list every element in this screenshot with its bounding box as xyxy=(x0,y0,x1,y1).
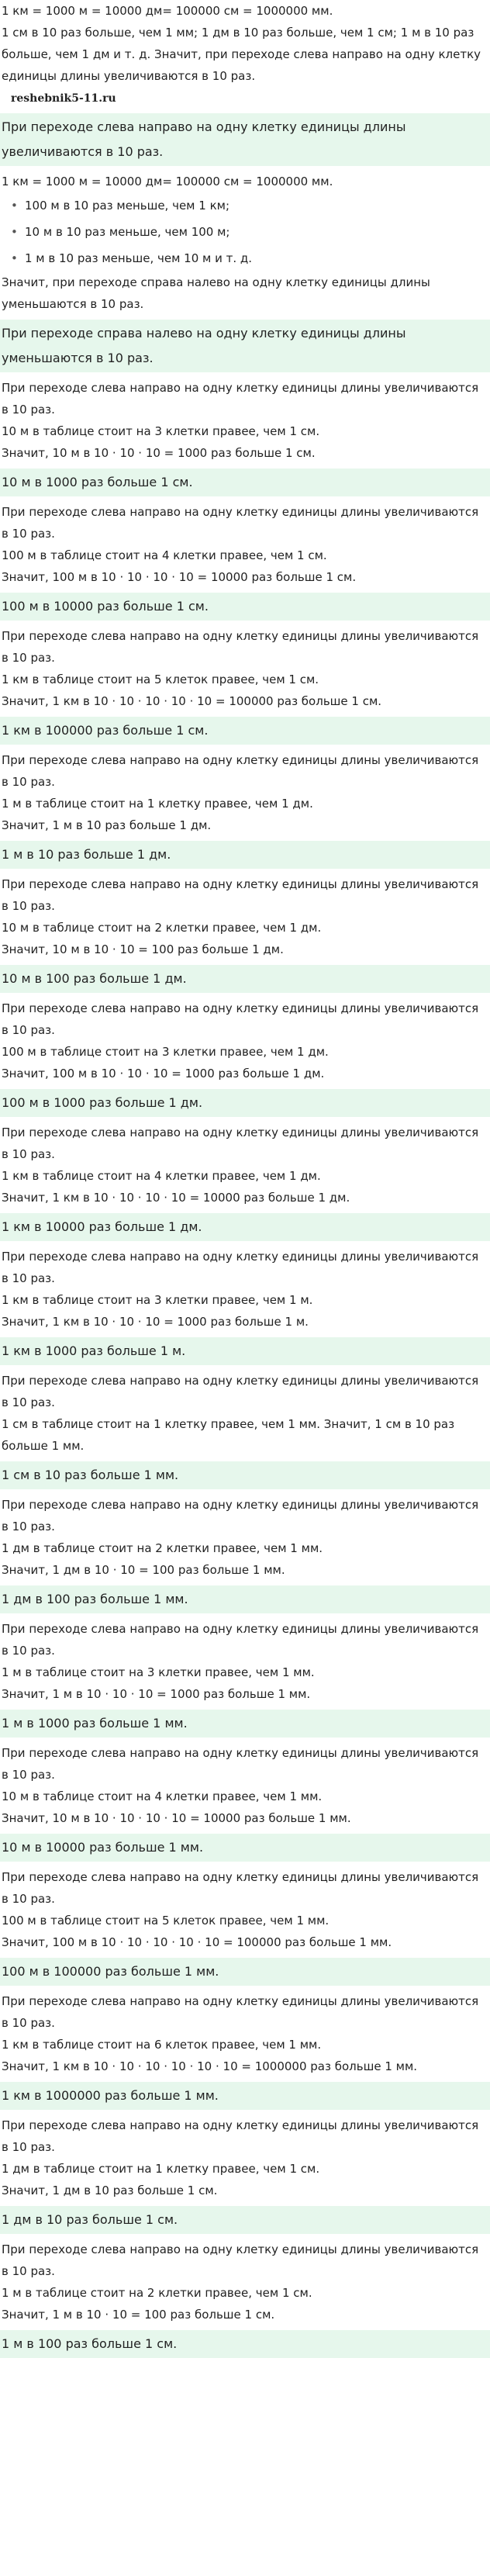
highlighted-conclusion: 1 км в 100000 раз больше 1 см. xyxy=(0,717,490,745)
paragraph: Значит, 1 км в 10 · 10 · 10 = 1000 раз больше 1 м. xyxy=(2,1315,309,1329)
highlighted-conclusion: 1 см в 10 раз больше 1 мм. xyxy=(0,1461,490,1489)
highlighted-conclusion: 1 км в 1000000 раз больше 1 мм. xyxy=(0,2082,490,2110)
paragraph: Значит, 1 м в 10 · 10 = 100 раз больше 1 см. xyxy=(2,2308,275,2322)
highlighted-conclusion: 1 м в 10 раз больше 1 дм. xyxy=(0,841,490,869)
highlighted-conclusion: 1 км в 10000 раз больше 1 дм. xyxy=(0,1213,490,1241)
paragraph: 1 км = 1000 м = 10000 дм= 100000 см = 1000000 мм. xyxy=(2,4,333,18)
paragraph: При переходе слева направо на одну клетку единицы длины увеличиваются в 10 раз. xyxy=(2,1250,479,1285)
paragraph: 1 км в таблице стоит на 5 клеток правее, чем 1 см. xyxy=(2,673,319,686)
paragraph: При переходе слева направо на одну клетку единицы длины увеличиваются в 10 раз. xyxy=(2,1125,479,1161)
paragraph: 100 м в таблице стоит на 3 клетки правее, чем 1 дм. xyxy=(2,1045,329,1059)
paragraph: При переходе слева направо на одну клетку единицы длины увеличиваются в 10 раз. xyxy=(2,381,479,417)
paragraph: Значит, 1 м в 10 раз больше 1 дм. xyxy=(2,818,212,832)
paragraph: 10 м в таблице стоит на 2 клетки правее, чем 1 дм. xyxy=(2,921,322,935)
paragraph: Значит, 1 дм в 10 раз больше 1 см. xyxy=(2,2184,218,2197)
watermark: reshebnik5-11.ru xyxy=(11,92,116,105)
paragraph: При переходе слева направо на одну клетку единицы длины увеличиваются в 10 раз. xyxy=(2,2118,479,2154)
paragraph: 1 км в таблице стоит на 6 клеток правее, чем 1 мм. xyxy=(2,2038,322,2052)
paragraph: При переходе слева направо на одну клетку единицы длины увеличиваются в 10 раз. xyxy=(2,1374,479,1409)
highlighted-conclusion: 10 м в 1000 раз больше 1 см. xyxy=(0,469,490,496)
paragraph: 1 см в 10 раз больше, чем 1 мм; 1 дм в 10 раз больше, чем 1 см; 1 м в 10 раз больше, чем 1 дм и т. д. Значит, при переходе слева направо на одну клетку единицы длины увеличиваются в 10 раз. xyxy=(2,26,481,83)
highlighted-conclusion: 100 м в 100000 раз больше 1 мм. xyxy=(0,1958,490,1986)
bullet-item: • 10 м в 10 раз меньше, чем 100 м; xyxy=(11,219,490,245)
paragraph: Значит, 1 дм в 10 · 10 = 100 раз больше 1 мм. xyxy=(2,1563,285,1577)
paragraph: При переходе слева направо на одну клетку единицы длины увеличиваются в 10 раз. xyxy=(2,505,479,541)
paragraph: При переходе слева направо на одну клетку единицы длины увеличиваются в 10 раз. xyxy=(2,1746,479,1782)
highlighted-conclusion: При переходе справа налево на одну клетку единицы длины уменьшаются в 10 раз. xyxy=(0,320,490,372)
paragraph: 10 м в таблице стоит на 3 клетки правее, чем 1 см. xyxy=(2,424,320,438)
paragraph: Значит, 10 м в 10 · 10 · 10 · 10 = 10000 раз больше 1 мм. xyxy=(2,1811,351,1825)
highlighted-conclusion: 1 м в 1000 раз больше 1 мм. xyxy=(0,1710,490,1738)
paragraph: 1 м в таблице стоит на 2 клетки правее, чем 1 см. xyxy=(2,2286,312,2300)
paragraph: 100 м в таблице стоит на 5 клеток правее, чем 1 мм. xyxy=(2,1914,330,1928)
paragraph: 10 м в таблице стоит на 4 клетки правее, чем 1 мм. xyxy=(2,1789,323,1803)
paragraph: При переходе слева направо на одну клетку единицы длины увеличиваются в 10 раз. xyxy=(2,1498,479,1533)
paragraph: 1 дм в таблице стоит на 2 клетки правее, чем 1 мм. xyxy=(2,1541,323,1555)
paragraph: При переходе слева направо на одну клетку единицы длины увеличиваются в 10 раз. xyxy=(2,1994,479,2030)
paragraph: Значит, 1 км в 10 · 10 · 10 · 10 = 10000 раз больше 1 дм. xyxy=(2,1191,350,1205)
paragraph: Значит, 10 м в 10 · 10 · 10 = 1000 раз больше 1 см. xyxy=(2,446,316,460)
paragraph: При переходе слева направо на одну клетку единицы длины увеличиваются в 10 раз. xyxy=(2,1622,479,1658)
paragraph: 1 м в таблице стоит на 1 клетку правее, чем 1 дм. xyxy=(2,797,313,811)
paragraph: Значит, 10 м в 10 · 10 = 100 раз больше 1 дм. xyxy=(2,942,284,956)
highlighted-conclusion: 1 дм в 100 раз больше 1 мм. xyxy=(0,1585,490,1613)
paragraph: При переходе слева направо на одну клетку единицы длины увеличиваются в 10 раз. xyxy=(2,629,479,665)
paragraph: При переходе слева направо на одну клетку единицы длины увеличиваются в 10 раз. xyxy=(2,1870,479,1906)
paragraph: Значит, 1 км в 10 · 10 · 10 · 10 · 10 · 10 = 1000000 раз больше 1 мм. xyxy=(2,2059,418,2073)
paragraph: 1 дм в таблице стоит на 1 клетку правее, чем 1 см. xyxy=(2,2162,320,2176)
paragraph: 1 км в таблице стоит на 3 клетки правее, чем 1 м. xyxy=(2,1293,313,1307)
paragraph: Значит, при переходе справа налево на одну клетку единицы длины уменьшаются в 10 раз. xyxy=(2,275,430,311)
highlighted-conclusion: 1 м в 100 раз больше 1 см. xyxy=(0,2330,490,2358)
highlighted-conclusion: При переходе слева направо на одну клетку единицы длины увеличиваются в 10 раз. xyxy=(0,113,490,166)
paragraph: При переходе слева направо на одну клетку единицы длины увеличиваются в 10 раз. xyxy=(2,2242,479,2278)
highlighted-conclusion: 100 м в 1000 раз больше 1 дм. xyxy=(0,1089,490,1117)
highlighted-conclusion: 1 км в 1000 раз больше 1 м. xyxy=(0,1337,490,1365)
highlighted-conclusion: 10 м в 10000 раз больше 1 мм. xyxy=(0,1834,490,1862)
paragraph: При переходе слева направо на одну клетку единицы длины увеличиваются в 10 раз. xyxy=(2,1001,479,1037)
paragraph: 1 км в таблице стоит на 4 клетки правее, чем 1 дм. xyxy=(2,1169,321,1183)
highlighted-conclusion: 10 м в 100 раз больше 1 дм. xyxy=(0,965,490,993)
paragraph: Значит, 1 м в 10 · 10 · 10 = 1000 раз больше 1 мм. xyxy=(2,1687,311,1701)
highlighted-conclusion: 100 м в 10000 раз больше 1 см. xyxy=(0,593,490,621)
paragraph: При переходе слева направо на одну клетку единицы длины увеличиваются в 10 раз. xyxy=(2,753,479,789)
bullet-item: • 100 м в 10 раз меньше, чем 1 км; xyxy=(11,192,490,219)
paragraph: Значит, 100 м в 10 · 10 · 10 · 10 = 10000 раз больше 1 см. xyxy=(2,570,357,584)
paragraph: 1 км = 1000 м = 10000 дм= 100000 см = 1000000 мм. xyxy=(2,175,333,188)
paragraph: При переходе слева направо на одну клетку единицы длины увеличиваются в 10 раз. xyxy=(2,877,479,913)
highlighted-conclusion: 1 дм в 10 раз больше 1 см. xyxy=(0,2206,490,2234)
paragraph: Значит, 100 м в 10 · 10 · 10 = 1000 раз больше 1 дм. xyxy=(2,1067,325,1081)
bullet-item: • 1 м в 10 раз меньше, чем 10 м и т. д. xyxy=(11,245,490,271)
paragraph: Значит, 1 км в 10 · 10 · 10 · 10 · 10 = 100000 раз больше 1 см. xyxy=(2,694,382,708)
paragraph: Значит, 100 м в 10 · 10 · 10 · 10 · 10 = 100000 раз больше 1 мм. xyxy=(2,1935,392,1949)
watermark-row xyxy=(0,87,490,109)
bullet-list xyxy=(0,192,490,271)
paragraph: 100 м в таблице стоит на 4 клетки правее, чем 1 см. xyxy=(2,548,327,562)
paragraph: 1 м в таблице стоит на 3 клетки правее, чем 1 мм. xyxy=(2,1665,315,1679)
paragraph: 1 см в таблице стоит на 1 клетку правее, чем 1 мм. Значит, 1 см в 10 раз больше 1 мм. xyxy=(2,1417,455,1453)
